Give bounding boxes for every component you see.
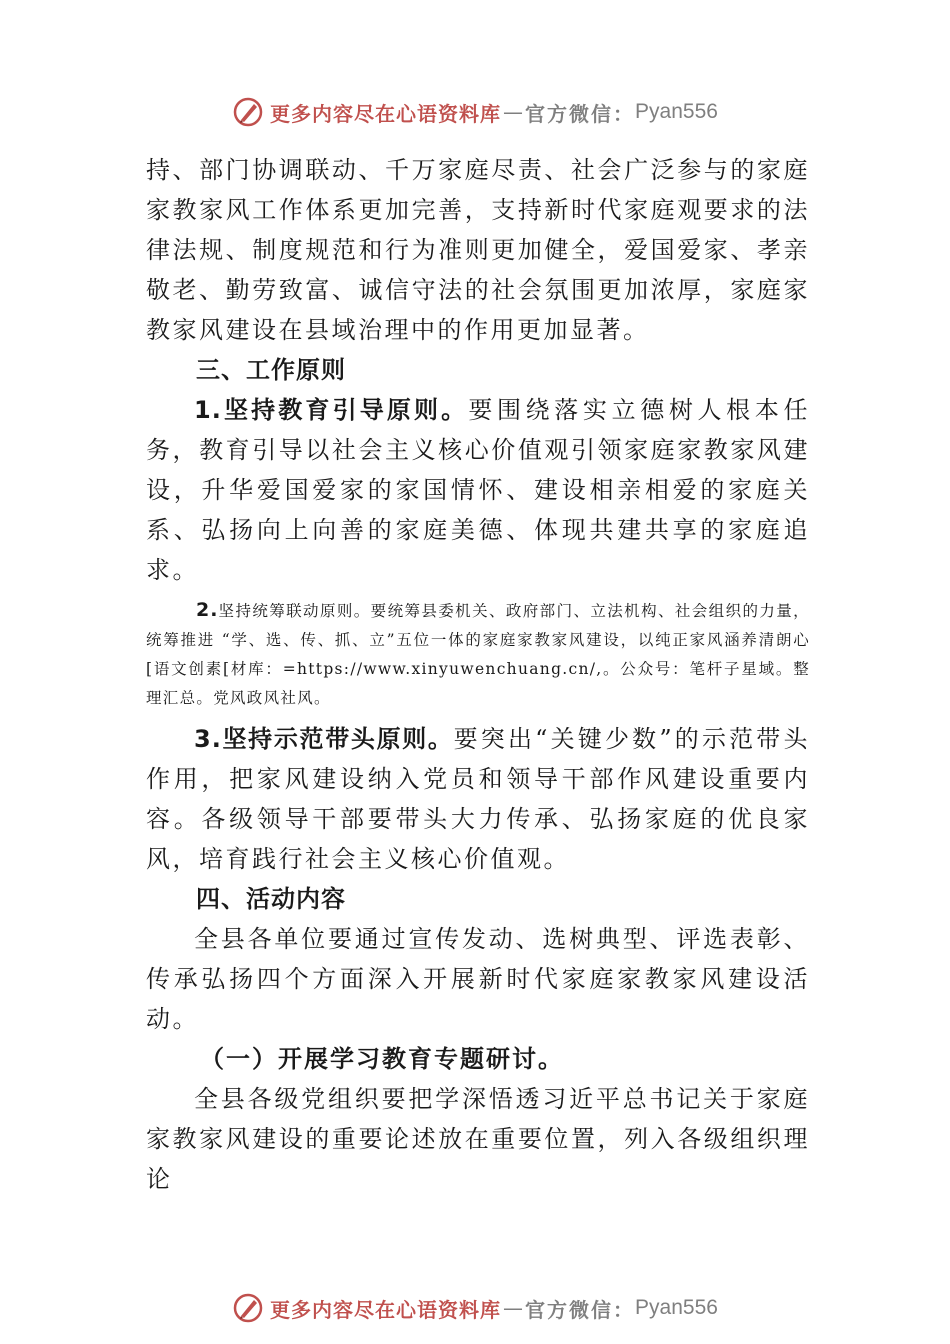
principle-item-1 (146, 390, 810, 590)
principle-item-2-number: 2. (196, 599, 219, 621)
principle-item-3 (146, 719, 810, 879)
document-body (146, 150, 810, 1199)
study-paragraph: 全县各级党组织要把学深悟透习近平总书记关于家庭家教家风建设的重要论述放在重要位置，列入各级组织理论 (146, 1085, 810, 1193)
banner-brand-text: 更多内容尽在心语资料库 (270, 1297, 502, 1322)
paragraph-continuation: 持、部门协调联动、千万家庭尽责、社会广泛参与的家庭家教家风工作体系更加完善，支持新时代家庭观要求的法律法规、制度规范和行为准则更加健全，爱国爱家、孝亲敬老、勤劳致富、诚信守法的社会氛围更加浓厚，家庭家教家风建设在县域治理中的作用更加显著。 (146, 156, 810, 344)
section-heading-principles: 三、工作原则 (196, 356, 346, 384)
banner-official-label: 官方微信： (525, 1297, 636, 1322)
activities-intro-paragraph: 全县各单位要通过宣传发动、选树典型、评选表彰、传承弘扬四个方面深入开展新时代家庭家教家风建设活动。 (146, 925, 810, 1033)
pen-circle-logo-icon (232, 1292, 264, 1324)
banner-dash: — (503, 1296, 524, 1320)
subsection-heading-study: （一）开展学习教育专题研讨。 (200, 1045, 564, 1073)
principle-item-2 (146, 596, 810, 713)
banner-brand-text: 更多内容尽在心语资料库 (270, 101, 502, 126)
principle-item-2-body: 坚持统筹联动原则。要统筹县委机关、政府部门、立法机构、社会组织的力量，统筹推进 “学、选、传、抓、立”五位一体的家庭家教家风建设，以纯正家风涵养清朗心[语文创素[材库：=https://www.xinyuwenchuang.cn/,。公众号：笔杆子星域。整理汇总。党风政风社风。 (146, 602, 810, 707)
principle-item-3-body: 要突出“关键少数”的示范带头作用，把家风建设纳入党员和领导干部作风建设重要内容。各级领导干部要带头大力传承、弘扬家庭的优良家风，培育践行社会主义核心价值观。 (146, 725, 810, 873)
principle-item-3-title: 3.坚持示范带头原则。 (194, 725, 454, 753)
pen-circle-logo-icon (232, 96, 264, 128)
banner-official-label: 官方微信： (525, 101, 636, 126)
principle-item-1-title: 1.坚持教育引导原则。 (194, 396, 469, 424)
header-watermark-banner (0, 92, 950, 132)
banner-wechat-id: Pyan556 (635, 1296, 718, 1319)
principle-item-1-body: 要围绕落实立德树人根本任务，教育引导以社会主义核心价值观引领家庭家教家风建设，升华爱国爱家的家国情怀、建设相亲相爱的家庭关系、弘扬向上向善的家庭美德、体现共建共享的家庭追求。 (146, 396, 810, 584)
banner-wechat-id: Pyan556 (635, 100, 718, 123)
banner-dash: — (503, 100, 524, 124)
section-heading-activities: 四、活动内容 (196, 885, 346, 913)
footer-watermark-banner (0, 1288, 950, 1328)
